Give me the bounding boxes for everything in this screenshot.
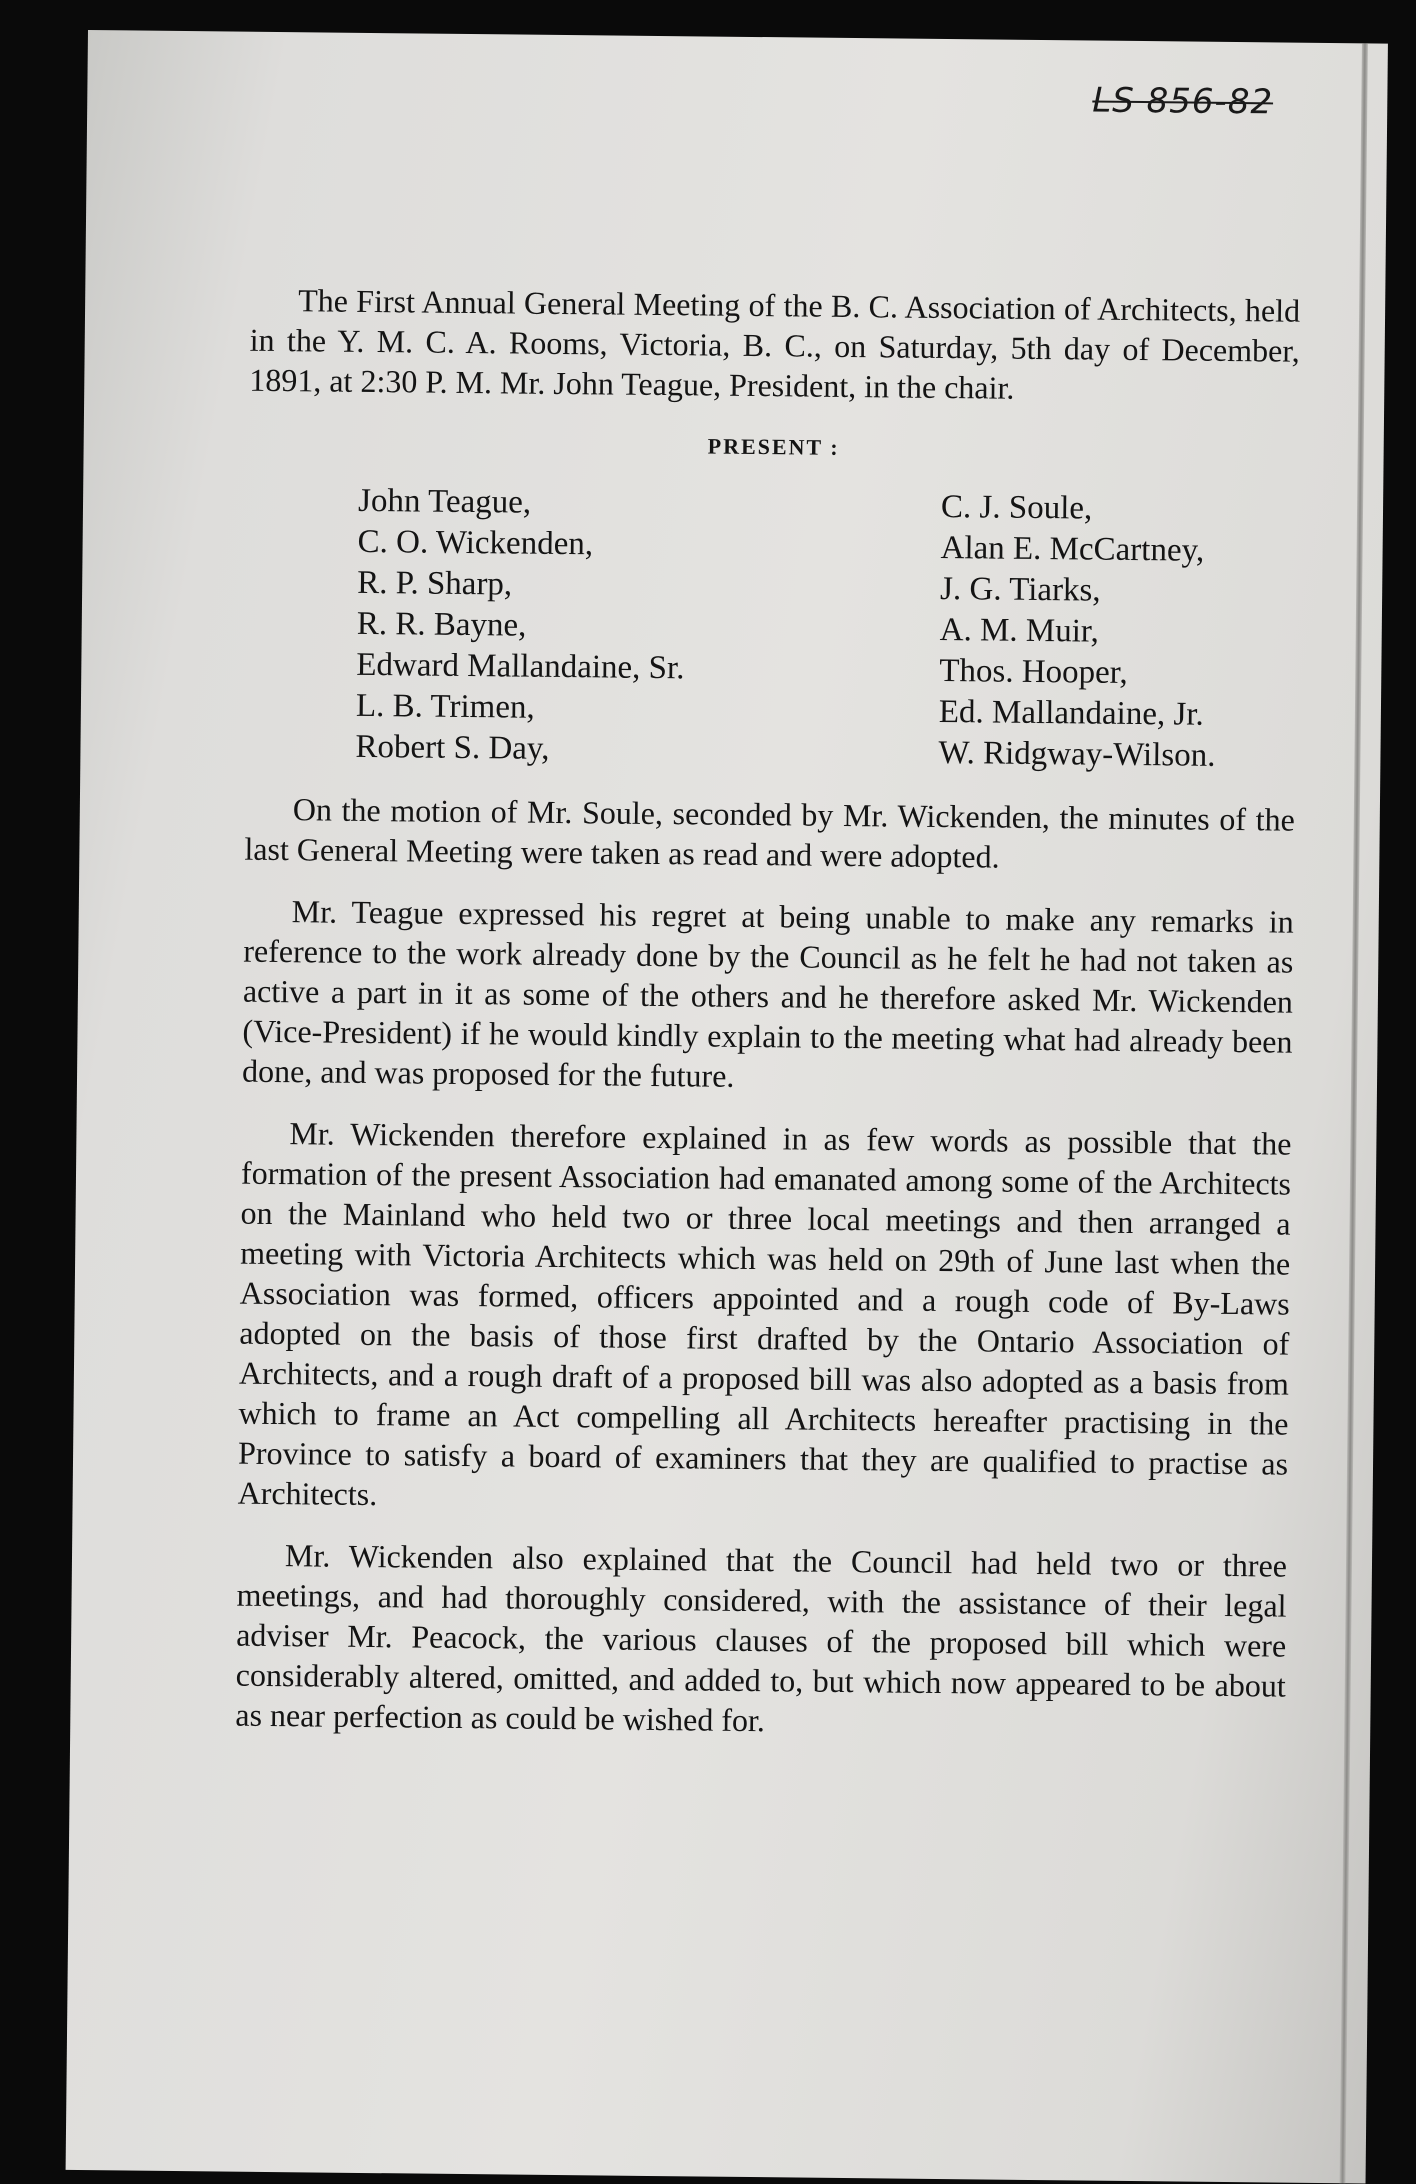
document-body (235, 280, 1300, 1768)
attendee-list (355, 481, 1238, 777)
attendee: Alan E. McCartney, (940, 529, 1205, 569)
attendee: R. R. Bayne, (356, 605, 527, 644)
attendee: Thos. Hooper, (939, 652, 1128, 691)
attendee: Robert S. Day, (355, 728, 550, 767)
attendee: R. P. Sharp, (357, 564, 513, 603)
attendee: C. O. Wickenden, (357, 523, 594, 563)
wickenden-explanation-paragraph: Mr. Wickenden therefore explained in as few words as possible that the formation of the present Association had emanated among some of the Architects on the Mainland who held two or three local meetings and then arranged a meeting with Victoria Architects which was held on 29th of June last when the Association was formed, officers appointed and a rough code of By-Laws adopted on the basis of those first drafted by the Ontario Association of Architects, and a rough draft of a proposed bill was also adopted as a basis from which to frame an Act compelling all Architects hereafter practising in the Province to satisfy a board of examiners that they are qualified to practise as Architects. (237, 1115, 1292, 1513)
present-heading: PRESENT : (707, 433, 840, 460)
archive-reference-stamp: LS 856-82 (1092, 80, 1274, 123)
page-edge (1340, 43, 1368, 2183)
attendee: John Teague, (357, 482, 532, 521)
minutes-paragraph: On the motion of Mr. Soule, seconded by Mr. Wickenden, the minutes of the last General Meeting were taken as read and were adopted. (244, 791, 1295, 875)
attendee: Edward Mallandaine, Sr. (356, 646, 685, 687)
attendee: A. M. Muir, (939, 611, 1100, 650)
council-paragraph: Mr. Wickenden also explained that the Council had held two or three meetings, and had thoroughly considered, with the assistance of their legal adviser Mr. Peacock, the various clauses of the proposed bill which were considerably altered, omitted, and added to, but which now appeared to be about as near perfection as could be wished for. (235, 1537, 1288, 1739)
attendee: Ed. Mallandaine, Jr. (938, 693, 1204, 733)
attendee: L. B. Trimen, (355, 687, 535, 726)
attendee-column-right (938, 487, 1218, 777)
attendee: W. Ridgway-Wilson. (938, 734, 1216, 774)
teague-paragraph: Mr. Teague expressed his regret at being unable to make any remarks in reference to the work already done by the Council as he felt he had not taken as active a part in it as some of the others and he therefore asked Mr. Wickenden (Vice-President) if he would kindly explain to the meeting what had already been done, and was proposed for the future. (241, 893, 1294, 1094)
document-page (66, 30, 1388, 2183)
attendee: C. J. Soule, (940, 488, 1093, 527)
intro-paragraph: The First Annual General Meeting of the B. C. Association of Architects, held in the Y. M. C. A. Rooms, Victoria, B. C., on Saturday, 5th day of December, 1891, at 2:30 P. M. Mr. John Teague, President, in the chair. (249, 282, 1301, 406)
attendee-column-left (355, 481, 686, 771)
attendee: J. G. Tiarks, (939, 570, 1101, 609)
